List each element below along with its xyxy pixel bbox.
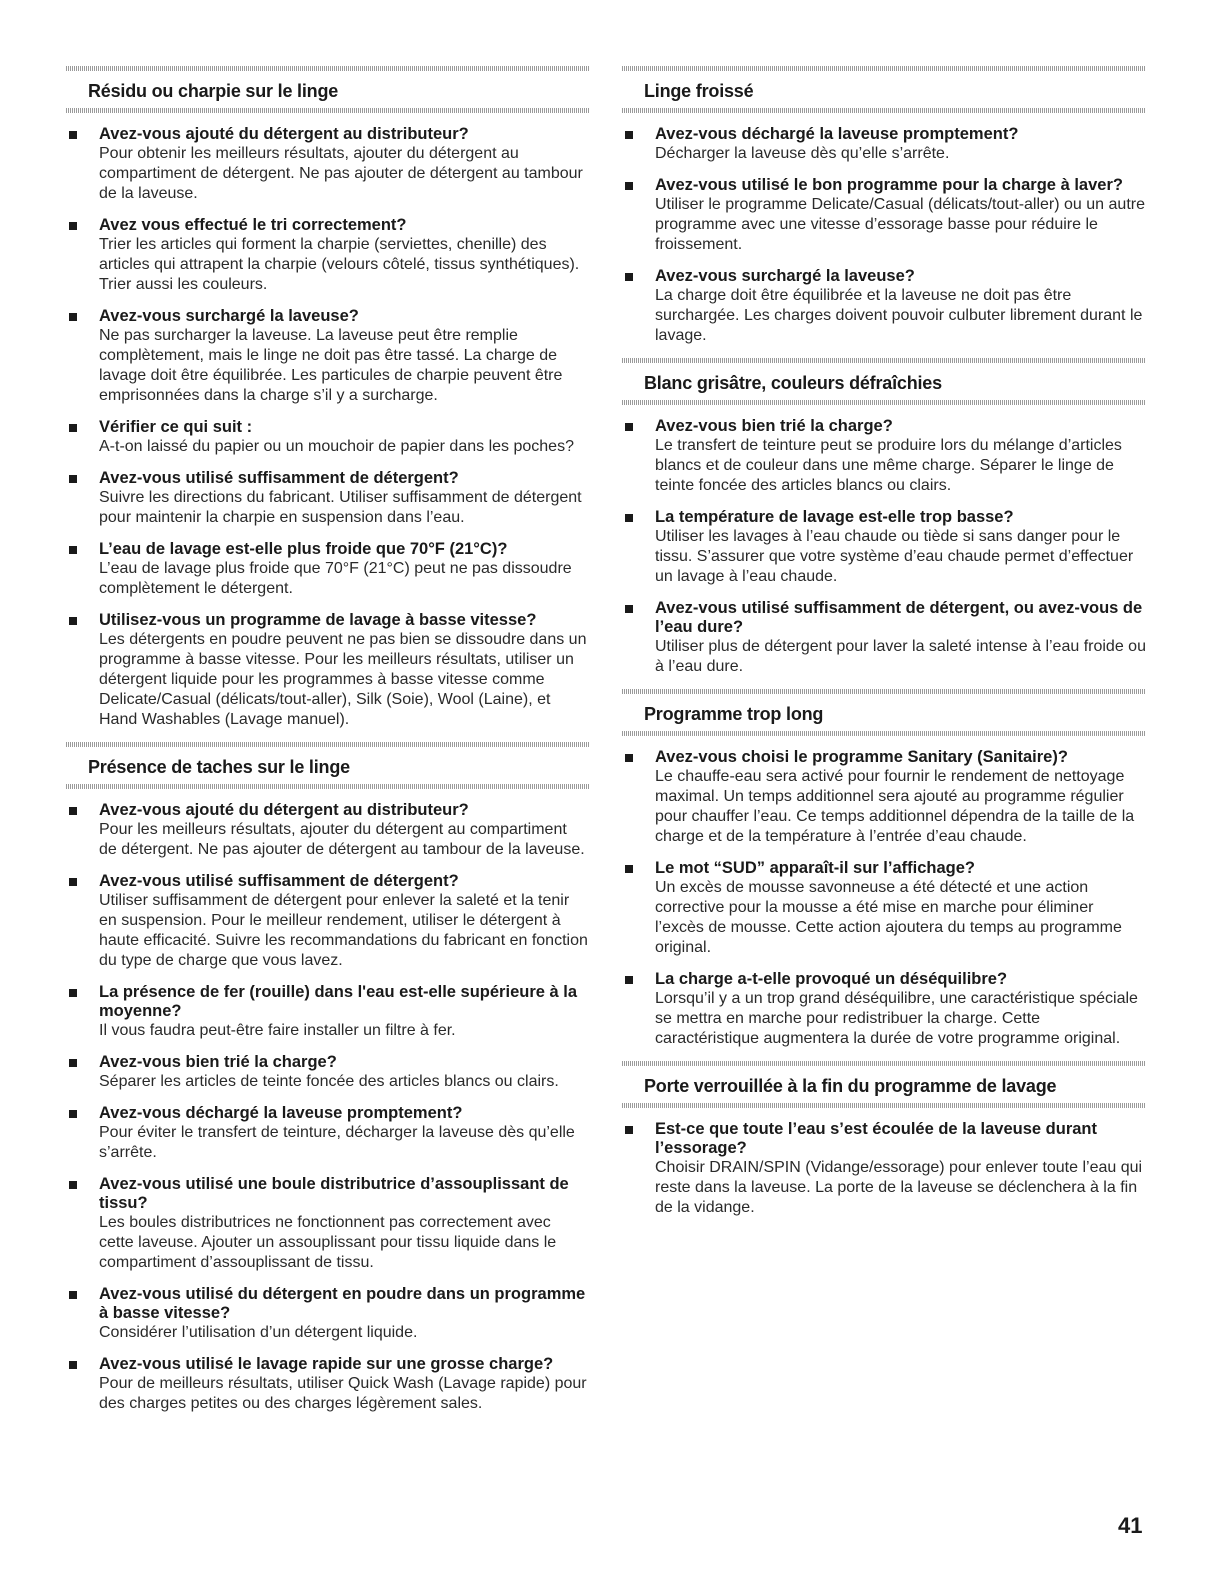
list-item [66,307,589,406]
question-text: L’eau de lavage est-elle plus froide que 70°F (21°C)? [99,540,508,558]
question-list [622,748,1146,1049]
left-column [66,66,589,1426]
question-text: Avez-vous utilisé une boule distributrice d’assouplissant de tissu? [99,1175,569,1212]
answer-text: Trier les articles qui forment la charpie (serviettes, chenille) des articles qui attrapent la charpie (velours côtelé, tissus synthétiques). Trier aussi les couleurs. [99,236,580,293]
answer-text: Choisir DRAIN/SPIN (Vidange/essorage) pour enlever toute l’eau qui reste dans la laveuse. La porte de la laveuse se déclenchera à la fin de la vidange. [655,1159,1143,1216]
section-rule-bottom [622,108,1146,113]
question-text: Avez-vous bien trié la charge? [99,1053,337,1071]
answer-text: Ne pas surcharger la laveuse. La laveuse peut être remplie complètement, mais le linge ne doit pas être tassé. La charge de lavage doit être équilibrée. Les particules de charpie peuvent être emprisonnées dans la charge s’il y a surcharge. [99,327,563,404]
question-text: La présence de fer (rouille) dans l'eau est-elle supérieure à la moyenne? [99,983,578,1020]
list-item [622,417,1146,496]
answer-text: Un excès de mousse savonneuse a été détecté et une action corrective pour la mousse a été mise en marche pour éliminer l’excès de mousse. Cette action ajoutera du temps au programme original. [655,879,1122,956]
list-item [622,508,1146,587]
list-item [66,983,589,1041]
question-text: Avez-vous ajouté du détergent au distributeur? [99,125,469,143]
list-item [66,540,589,599]
list-item [622,1120,1146,1218]
list-item [66,1175,589,1273]
square-bullet-icon [625,605,633,613]
troubleshooting-section [622,66,1146,346]
section-rule-top [622,66,1146,71]
answer-text: Le chauffe-eau sera activé pour fournir le rendement de nettoyage maximal. Un temps additionnel sera ajouté au programme régulier pour chauffer l’eau. Ce temps additionnel dépendra de la taille de la charge et de la température à l’entrée d’eau chaude. [655,768,1135,845]
square-bullet-icon [69,989,77,997]
question-list [66,801,589,1414]
question-text: Le mot “SUD” apparaît-il sur l’affichage? [655,859,975,877]
list-item [622,176,1146,255]
section-title: Résidu ou charpie sur le linge [88,81,339,101]
answer-text: A-t-on laissé du papier ou un mouchoir de papier dans les poches? [99,438,574,455]
list-item [66,801,589,860]
answer-text: Les boules distributrices ne fonctionnent pas correctement avec cette laveuse. Ajouter un assouplissant pour tissu liquide dans le compartiment d’assouplissant de tissu. [99,1214,557,1271]
section-title: Porte verrouillée à la fin du programme de lavage [644,1076,1057,1096]
answer-text: Les détergents en poudre peuvent ne pas bien se dissoudre dans un programme à basse vitesse. Pour les meilleurs résultats, utiliser un détergent liquide pour les programmes à basse vitesse comme Delicate/Casual (délicats/tout-aller), Silk (Soie), Wool (Laine), et Hand Washables (Lavage manuel). [99,631,587,728]
section-rule-bottom [622,1103,1146,1108]
list-item [66,1285,589,1343]
right-column [622,66,1146,1230]
section-title: Présence de taches sur le linge [88,757,350,777]
troubleshooting-section [622,358,1146,677]
list-item [622,267,1146,346]
square-bullet-icon [69,424,77,432]
answer-text: Utiliser plus de détergent pour laver la saleté intense à l’eau froide ou à l’eau dure. [655,638,1146,675]
answer-text: Lorsqu’il y a un trop grand déséquilibre, une caractéristique spéciale se mettra en marche pour redistribuer la charge. Cette caractéristique augmentera la durée de votre programme original. [655,990,1138,1047]
list-item [66,216,589,295]
answer-text: Séparer les articles de teinte foncée des articles blancs ou clairs. [99,1073,559,1090]
answer-text: Utiliser suffisamment de détergent pour enlever la saleté et la tenir en suspension. Pour le meilleur rendement, utiliser le détergent à haute efficacité. Suivre les recommandations du fabricant en fonction du type de charge que vous lavez. [99,892,588,969]
question-text: Avez-vous utilisé suffisamment de détergent? [99,872,459,890]
question-text: Avez vous effectué le tri correctement? [99,216,407,234]
list-item [66,125,589,204]
answer-text: Pour les meilleurs résultats, ajouter du détergent au compartiment de détergent. Ne pas ajouter de détergent au tambour de la laveuse. [99,821,585,858]
square-bullet-icon [625,865,633,873]
question-text: Avez-vous utilisé du détergent en poudre dans un programme à basse vitesse? [99,1285,586,1322]
list-item [622,599,1146,677]
list-item [66,611,589,730]
square-bullet-icon [625,754,633,762]
question-text: Est-ce que toute l’eau s’est écoulée de la laveuse durant l’essorage? [655,1120,1097,1157]
question-text: La charge a-t-elle provoqué un déséquilibre? [655,970,1008,988]
square-bullet-icon [625,131,633,139]
list-item [66,872,589,971]
question-text: Avez-vous déchargé la laveuse promptement? [655,125,1019,143]
section-rule-top [66,742,589,747]
question-text: Avez-vous choisi le programme Sanitary (Sanitaire)? [655,748,1068,766]
answer-text: Pour obtenir les meilleurs résultats, ajouter du détergent au compartiment de détergent. Ne pas ajouter de détergent au tambour de la laveuse. [99,145,583,202]
square-bullet-icon [625,1126,633,1134]
answer-text: Utiliser les lavages à l’eau chaude ou tiède si sans danger pour le tissu. S’assurer que votre système d’eau chaude permet d’effectuer un lavage à l’eau chaude. [655,528,1134,585]
question-text: Avez-vous utilisé le lavage rapide sur une grosse charge? [99,1355,554,1373]
square-bullet-icon [69,131,77,139]
question-text: Vérifier ce qui suit : [99,418,253,436]
answer-text: Décharger la laveuse dès qu’elle s’arrête. [655,145,950,162]
section-rule-bottom [66,108,589,113]
question-text: La température de lavage est-elle trop basse? [655,508,1014,526]
answer-text: Considérer l’utilisation d’un détergent liquide. [99,1324,418,1341]
list-item [66,418,589,457]
answer-text: Suivre les directions du fabricant. Utiliser suffisamment de détergent pour maintenir la charpie en suspension dans l’eau. [99,489,582,526]
section-rule-bottom [622,400,1146,405]
section-title: Programme trop long [644,704,824,724]
square-bullet-icon [625,182,633,190]
troubleshooting-section [66,66,589,730]
question-text: Avez-vous ajouté du détergent au distributeur? [99,801,469,819]
list-item [66,1355,589,1414]
troubleshooting-section [622,689,1146,1049]
square-bullet-icon [69,1361,77,1369]
section-rule-bottom [622,731,1146,736]
list-item [66,1104,589,1163]
square-bullet-icon [69,313,77,321]
answer-text: Utiliser le programme Delicate/Casual (délicats/tout-aller) ou un autre programme avec une vitesse d’essorage basse pour réduire le froissement. [655,196,1145,253]
question-text: Avez-vous surchargé la laveuse? [655,267,915,285]
question-list [622,417,1146,677]
question-text: Utilisez-vous un programme de lavage à basse vitesse? [99,611,537,629]
question-text: Avez-vous bien trié la charge? [655,417,893,435]
square-bullet-icon [69,1110,77,1118]
list-item [622,748,1146,847]
section-rule-top [622,358,1146,363]
square-bullet-icon [69,1059,77,1067]
question-text: Avez-vous déchargé la laveuse promptement? [99,1104,463,1122]
answer-text: Le transfert de teinture peut se produire lors du mélange d’articles blancs et de couleur dans une même charge. Séparer le linge de teinte foncée des articles blancs ou clairs. [655,437,1122,494]
section-rule-top [66,66,589,71]
answer-text: L’eau de lavage plus froide que 70°F (21°C) peut ne pas dissoudre complètement le détergent. [99,560,572,597]
section-rule-bottom [66,784,589,789]
list-item [66,1053,589,1092]
answer-text: La charge doit être équilibrée et la laveuse ne doit pas être surchargée. Les charges doivent pouvoir culbuter librement durant le lavage. [655,287,1143,344]
square-bullet-icon [69,1291,77,1299]
list-item [66,469,589,528]
section-rule-top [622,1061,1146,1066]
page-number: 41 [1118,1513,1143,1538]
question-list [622,1120,1146,1218]
list-item [622,125,1146,164]
square-bullet-icon [69,807,77,815]
list-item [622,970,1146,1049]
square-bullet-icon [625,273,633,281]
section-title: Blanc grisâtre, couleurs défraîchies [644,373,942,393]
square-bullet-icon [625,976,633,984]
answer-text: Pour de meilleurs résultats, utiliser Quick Wash (Lavage rapide) pour des charges petites ou des charges légèrement sales. [99,1375,587,1412]
answer-text: Pour éviter le transfert de teinture, décharger la laveuse dès qu’elle s’arrête. [99,1124,575,1161]
list-item [622,859,1146,958]
section-rule-top [622,689,1146,694]
square-bullet-icon [625,514,633,522]
square-bullet-icon [625,423,633,431]
question-text: Avez-vous surchargé la laveuse? [99,307,359,325]
square-bullet-icon [69,222,77,230]
question-text: Avez-vous utilisé le bon programme pour la charge à laver? [655,176,1123,194]
square-bullet-icon [69,617,77,625]
square-bullet-icon [69,878,77,886]
troubleshooting-section [66,742,589,1414]
square-bullet-icon [69,546,77,554]
question-list [66,125,589,730]
section-title: Linge froissé [644,81,754,101]
square-bullet-icon [69,475,77,483]
question-list [622,125,1146,346]
square-bullet-icon [69,1181,77,1189]
troubleshooting-section [622,1061,1146,1218]
answer-text: Il vous faudra peut-être faire installer un filtre à fer. [99,1022,456,1039]
question-text: Avez-vous utilisé suffisamment de détergent, ou avez-vous de l’eau dure? [655,599,1143,636]
question-text: Avez-vous utilisé suffisamment de détergent? [99,469,459,487]
